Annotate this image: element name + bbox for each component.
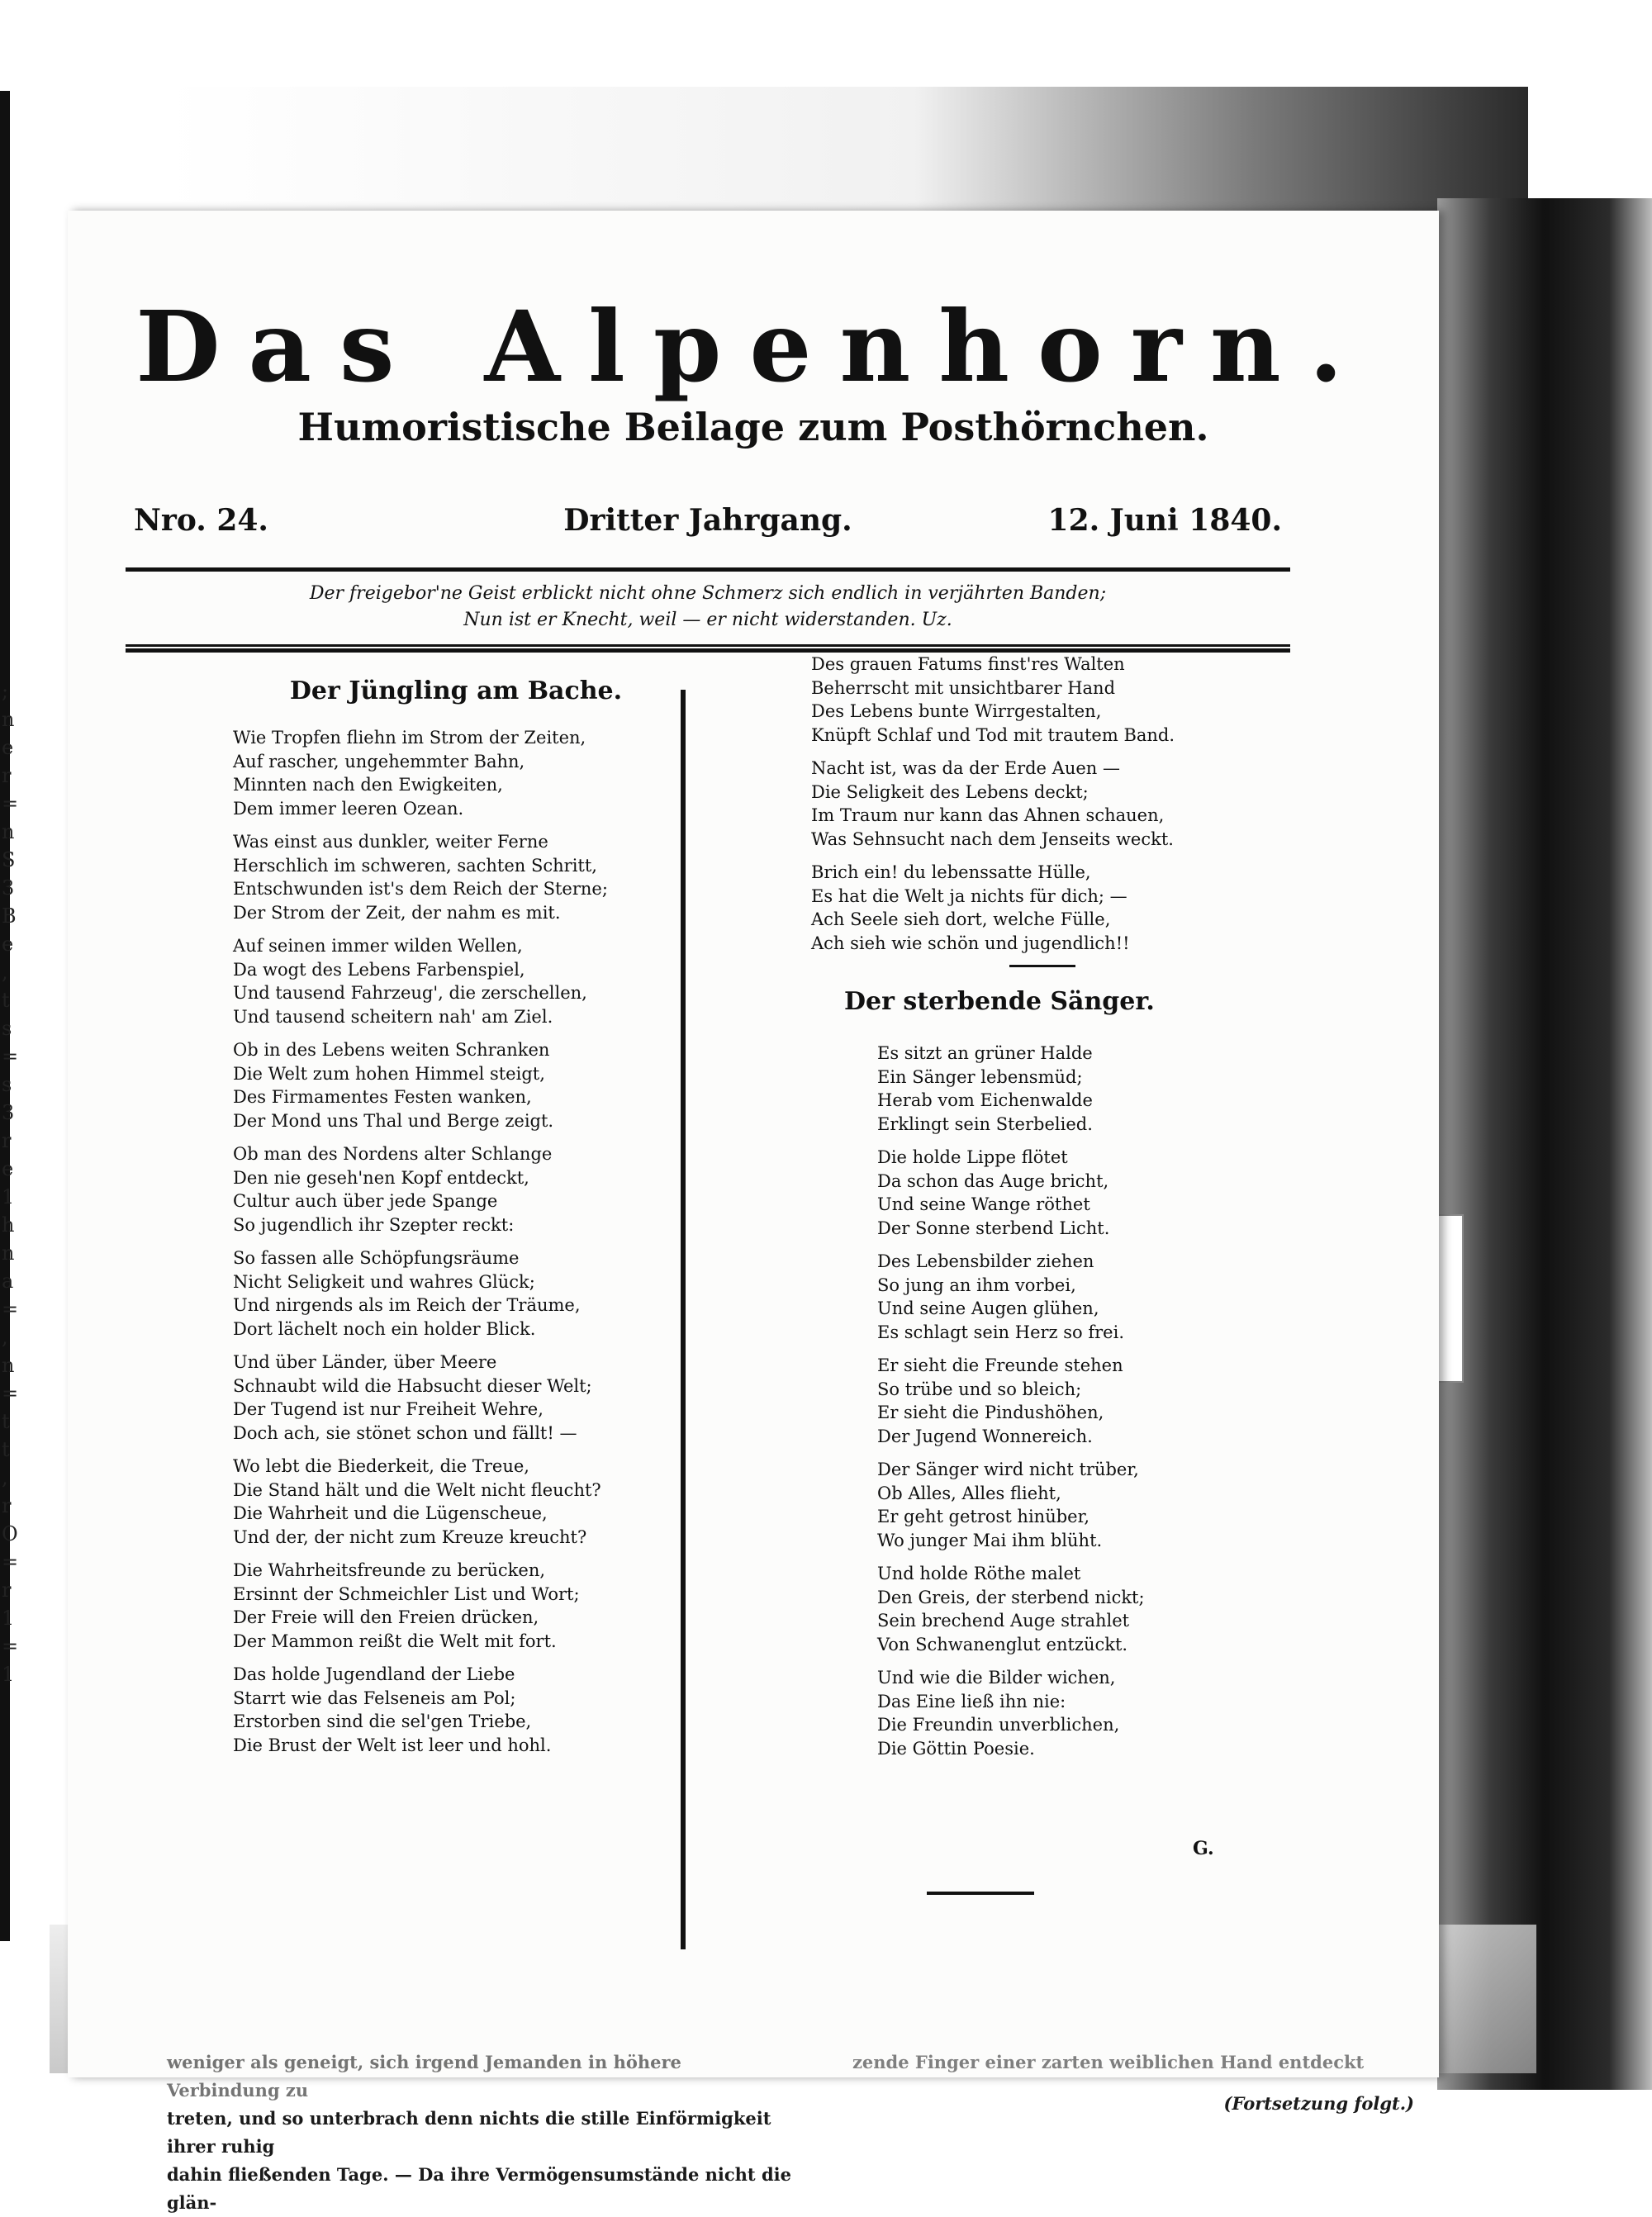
verse-line: Erstorben sind die sel'gen Triebe, [233, 1711, 532, 1731]
stanza [811, 757, 1274, 851]
verse-line: Und tausend scheitern nah' am Ziel. [233, 1006, 553, 1027]
verse-line: Es schlagt sein Herz so frei. [877, 1322, 1125, 1342]
verse-line: Ach sieh wie schön und jugendlich!! [811, 933, 1130, 953]
verse-line: Cultur auch über jede Spange [233, 1191, 498, 1211]
verse-line: Ob Alles, Alles flieht, [877, 1483, 1061, 1503]
margin-fragment: r [2, 1494, 12, 1517]
stanza [233, 1246, 679, 1341]
margin-fragment: = [2, 1382, 19, 1405]
verse-line: Und nirgends als im Reich der Träume, [233, 1295, 581, 1315]
verse-line: Da schon das Auge bricht, [877, 1170, 1109, 1191]
margin-fragment: n [2, 1354, 15, 1377]
verse-line: So jung an ihm vorbei, [877, 1275, 1076, 1295]
stanza [877, 1666, 1274, 1760]
verse-line: Das holde Jugendland der Liebe [233, 1664, 515, 1684]
margin-fragment: e [2, 736, 14, 759]
margin-fragment: ; [2, 680, 9, 703]
stanza [233, 830, 679, 924]
verse-line: Der Sonne sterbend Licht. [877, 1218, 1110, 1238]
stanza [877, 1458, 1274, 1552]
margin-fragment: e [2, 933, 14, 956]
verse-line: Schnaubt wild die Habsucht dieser Welt; [233, 1375, 592, 1396]
verse-line: Brich ein! du lebenssatte Hülle, [811, 862, 1091, 882]
verse-line: Und wie die Bilder wichen, [877, 1668, 1116, 1688]
margin-fragment: r [2, 1129, 12, 1152]
margin-fragment: n [2, 820, 15, 843]
page-tab-marker [1437, 1214, 1464, 1383]
poem2-title: Der sterbende Sänger. [844, 987, 1155, 1016]
poem-continuation [811, 653, 1274, 955]
margin-fragment: r [2, 1578, 12, 1602]
verse-line: Nicht Seligkeit und wahres Glück; [233, 1271, 535, 1292]
bottom-line: dahin fließenden Tage. — Da ihre Vermögensumstände nicht die glän- [167, 2164, 791, 2213]
verse-line: Ob man des Nordens alter Schlange [233, 1144, 553, 1164]
margin-fragment: 3 [2, 876, 15, 900]
verse-line: Des Lebens bunte Wirrgestalten, [811, 701, 1102, 721]
margin-fragment: = [2, 1298, 19, 1321]
verse-line: Die Brust der Welt ist leer und hohl. [233, 1735, 552, 1755]
margin-fragment: = [2, 1550, 19, 1574]
header-rule-bottom [126, 644, 1290, 653]
margin-fragment: t [2, 1438, 10, 1461]
column-divider [681, 690, 686, 1949]
verse-line: Wie Tropfen fliehn im Strom der Zeiten, [233, 728, 586, 748]
verse-line: So jugendlich ihr Szepter reckt: [233, 1214, 515, 1235]
margin-fragment: t [2, 1410, 10, 1433]
margin-fragment: = [2, 792, 19, 815]
verse-line: Er sieht die Pindushöhen, [877, 1403, 1104, 1422]
masthead-title: Das Alpenhorn. [135, 289, 1371, 404]
bottom-left-text [167, 2048, 795, 2217]
bottom-line: weniger als geneigt, sich irgend Jemanden in höhere Verbindung zu [167, 2052, 681, 2101]
verse-line: Erklingt sein Sterbelied. [877, 1113, 1093, 1134]
verse-line: Den Greis, der sterbend nickt; [877, 1587, 1145, 1607]
stanza [811, 653, 1274, 747]
margin-fragment: s [2, 1017, 12, 1040]
margin-fragment: n [2, 708, 15, 731]
stanza [233, 1455, 679, 1549]
margin-fragment: a [2, 1270, 14, 1293]
stanza [877, 1042, 1274, 1136]
poem-signature: G. [1193, 1838, 1214, 1859]
stanza [877, 1250, 1274, 1344]
verse-line: Der Strom der Zeit, der nahm es mit. [233, 902, 561, 923]
stanza [233, 1559, 679, 1653]
issue-number: Nro. 24. [134, 503, 268, 538]
verse-line: Was Sehnsucht nach dem Jenseits weckt. [811, 828, 1174, 849]
verse-line: Die Wahrheit und die Lügenscheue, [233, 1503, 548, 1523]
newspaper-page [68, 211, 1439, 2213]
verse-line: Der Mammon reißt die Welt mit fort. [233, 1631, 557, 1651]
verse-line: Auf seinen immer wilden Wellen, [233, 936, 523, 956]
stanza [233, 934, 679, 1028]
stanza [877, 1354, 1274, 1448]
verse-line: Den nie geseh'nen Kopf entdeckt, [233, 1167, 529, 1188]
margin-fragment: = [2, 1045, 19, 1068]
stanza [233, 726, 679, 820]
verse-line: Die Welt zum hohen Himmel steigt, [233, 1063, 545, 1084]
stanza [811, 861, 1274, 955]
verse-line: Die Seligkeit des Lebens deckt; [811, 781, 1089, 802]
verse-line: Knüpft Schlaf und Tod mit trautem Band. [811, 724, 1175, 745]
stanza [233, 1038, 679, 1132]
margin-fragment: , [2, 961, 8, 984]
verse-line: Und holde Röthe malet [877, 1564, 1081, 1583]
book-binding-edge [1437, 198, 1652, 2090]
verse-line: So trübe und so bleich; [877, 1379, 1082, 1399]
margin-fragment: S [2, 848, 16, 871]
verse-line: Des Firmamentes Festen wanken, [233, 1087, 532, 1107]
verse-line: Des grauen Fatums finst'res Walten [811, 654, 1125, 674]
verse-line: Herschlich im schweren, sachten Schritt, [233, 855, 597, 876]
margin-fragment: 3 [2, 1101, 15, 1124]
motto-line-1: Der freigebor'ne Geist erblickt nicht ohne Schmerz sich endlich in verjährten Banden; [309, 583, 1107, 604]
verse-line: Die holde Lippe flötet [877, 1147, 1068, 1167]
verse-line: Das Eine ließ ihn nie: [877, 1691, 1066, 1711]
margin-fragment: n [2, 1241, 15, 1265]
stanza [877, 1146, 1274, 1240]
poem-body [233, 726, 679, 1757]
verse-line: Er geht getrost hinüber, [877, 1507, 1090, 1526]
bottom-line: treten, und so unterbrach denn nichts die stille Einförmigkeit ihrer ruhig [167, 2108, 771, 2157]
verse-line: Ersinnt der Schmeichler List und Wort; [233, 1583, 580, 1604]
verse-line: Der Freie will den Freien drücken, [233, 1607, 539, 1627]
scan-top-shadow [165, 87, 1528, 211]
motto-line-2: Nun ist er Knecht, weil — er nicht widerstanden. Uz. [463, 610, 952, 630]
verse-line: Im Traum nur kann das Ahnen schauen, [811, 805, 1165, 825]
verse-line: Die Wahrheitsfreunde zu berücken, [233, 1560, 546, 1580]
margin-fragment: s [2, 1073, 12, 1096]
verse-line: Und tausend Fahrzeug', die zerschellen, [233, 983, 587, 1003]
verse-line: Und über Länder, über Meere [233, 1352, 497, 1372]
bottom-right-text [852, 2048, 1431, 2114]
right-column [811, 653, 1274, 1770]
issue-date: 12. Juni 1840. [1047, 503, 1282, 538]
issue-row [134, 500, 1282, 541]
margin-fragment: t [2, 989, 10, 1012]
verse-line: Ob in des Lebens weiten Schranken [233, 1040, 550, 1060]
verse-line: Der Tugend ist nur Freiheit Wehre, [233, 1399, 544, 1419]
poem2-body [811, 1042, 1274, 1760]
verse-line: Es hat die Welt ja nichts für dich; — [811, 885, 1127, 906]
verse-line: Wo junger Mai ihm blüht. [877, 1530, 1103, 1550]
verse-line: Da wogt des Lebens Farbenspiel, [233, 959, 525, 980]
margin-fragment: 1 [2, 1185, 15, 1208]
verse-line: Des Lebensbilder ziehen [877, 1251, 1094, 1271]
stanza [233, 1142, 679, 1237]
poem-title: Der Jüngling am Bache. [289, 676, 623, 705]
left-margin-fragments [2, 677, 21, 1688]
end-rule [927, 1892, 1034, 1895]
verse-line: Die Göttin Poesie. [877, 1738, 1035, 1759]
motto [126, 581, 1290, 634]
poem-separator-rule [1009, 965, 1075, 967]
verse-line: Von Schwanenglut entzückt. [877, 1634, 1128, 1654]
verse-line: Und seine Wange röthet [877, 1194, 1090, 1214]
verse-line: Auf rascher, ungehemmter Bahn, [233, 751, 525, 771]
margin-fragment: B [2, 904, 17, 928]
verse-line: Er sieht die Freunde stehen [877, 1355, 1123, 1375]
margin-fragment: = [2, 1635, 19, 1658]
header-rule-top [126, 567, 1290, 572]
verse-line: Entschwunden ist's dem Reich der Sterne; [233, 879, 608, 899]
verse-line: Minnten nach den Ewigkeiten, [233, 775, 503, 795]
stanza [233, 1663, 679, 1757]
verse-line: Ach Seele sieh dort, welche Fülle, [811, 909, 1111, 929]
verse-line: Der Jugend Wonnereich. [877, 1426, 1093, 1446]
verse-line: Die Freundin unverblichen, [877, 1715, 1120, 1735]
stanza [877, 1562, 1274, 1656]
verse-line: Ein Sänger lebensmüd; [877, 1066, 1083, 1087]
masthead-subtitle: Humoristische Beilage zum Posthörnchen. [297, 405, 1209, 449]
continuation-note: (Fortsetzung folgt.) [1223, 2093, 1414, 2114]
verse-line: Sein brechend Auge strahlet [877, 1611, 1130, 1631]
verse-line: Die Stand hält und die Welt nicht fleucht? [233, 1479, 601, 1500]
margin-fragment: O [2, 1522, 18, 1545]
verse-line: Starrt wie das Felseneis am Pol; [233, 1688, 516, 1708]
margin-fragment: e [2, 1157, 14, 1180]
verse-line: Dort lächelt noch ein holder Blick. [233, 1318, 536, 1339]
margin-fragment: , [2, 1466, 8, 1489]
verse-line: Dem immer leeren Ozean. [233, 798, 464, 819]
verse-line: Wo lebt die Biederkeit, die Treue, [233, 1456, 529, 1476]
verse-line: Der Mond uns Thal und Berge zeigt. [233, 1110, 554, 1131]
verse-line: So fassen alle Schöpfungsräume [233, 1248, 520, 1268]
margin-fragment: 1 [2, 1607, 15, 1630]
verse-line: Was einst aus dunkler, weiter Ferne [233, 832, 548, 852]
margin-fragment: 1 [2, 1663, 15, 1686]
volume-label: Dritter Jahrgang. [563, 503, 852, 538]
verse-line: Herab vom Eichenwalde [877, 1090, 1093, 1110]
stanza [233, 1351, 679, 1445]
verse-line: Der Sänger wird nicht trüber, [877, 1460, 1139, 1479]
verse-line: Nacht ist, was da der Erde Auen — [811, 758, 1120, 778]
verse-line: Und der, der nicht zum Kreuze kreucht? [233, 1526, 587, 1547]
verse-line: Und seine Augen glühen, [877, 1298, 1099, 1318]
margin-fragment: , [2, 1326, 8, 1349]
verse-line: Es sitzt an grüner Halde [877, 1043, 1093, 1063]
bottom-line: zende Finger einer zarten weiblichen Hand entdeckt [852, 2052, 1365, 2072]
verse-line: Doch ach, sie stönet schon und fällt! — [233, 1422, 577, 1443]
margin-fragment: r [2, 764, 12, 787]
verse-line: Beherrscht mit unsichtbarer Hand [811, 677, 1116, 698]
margin-fragment: h [2, 1213, 15, 1237]
left-column [233, 673, 679, 1767]
